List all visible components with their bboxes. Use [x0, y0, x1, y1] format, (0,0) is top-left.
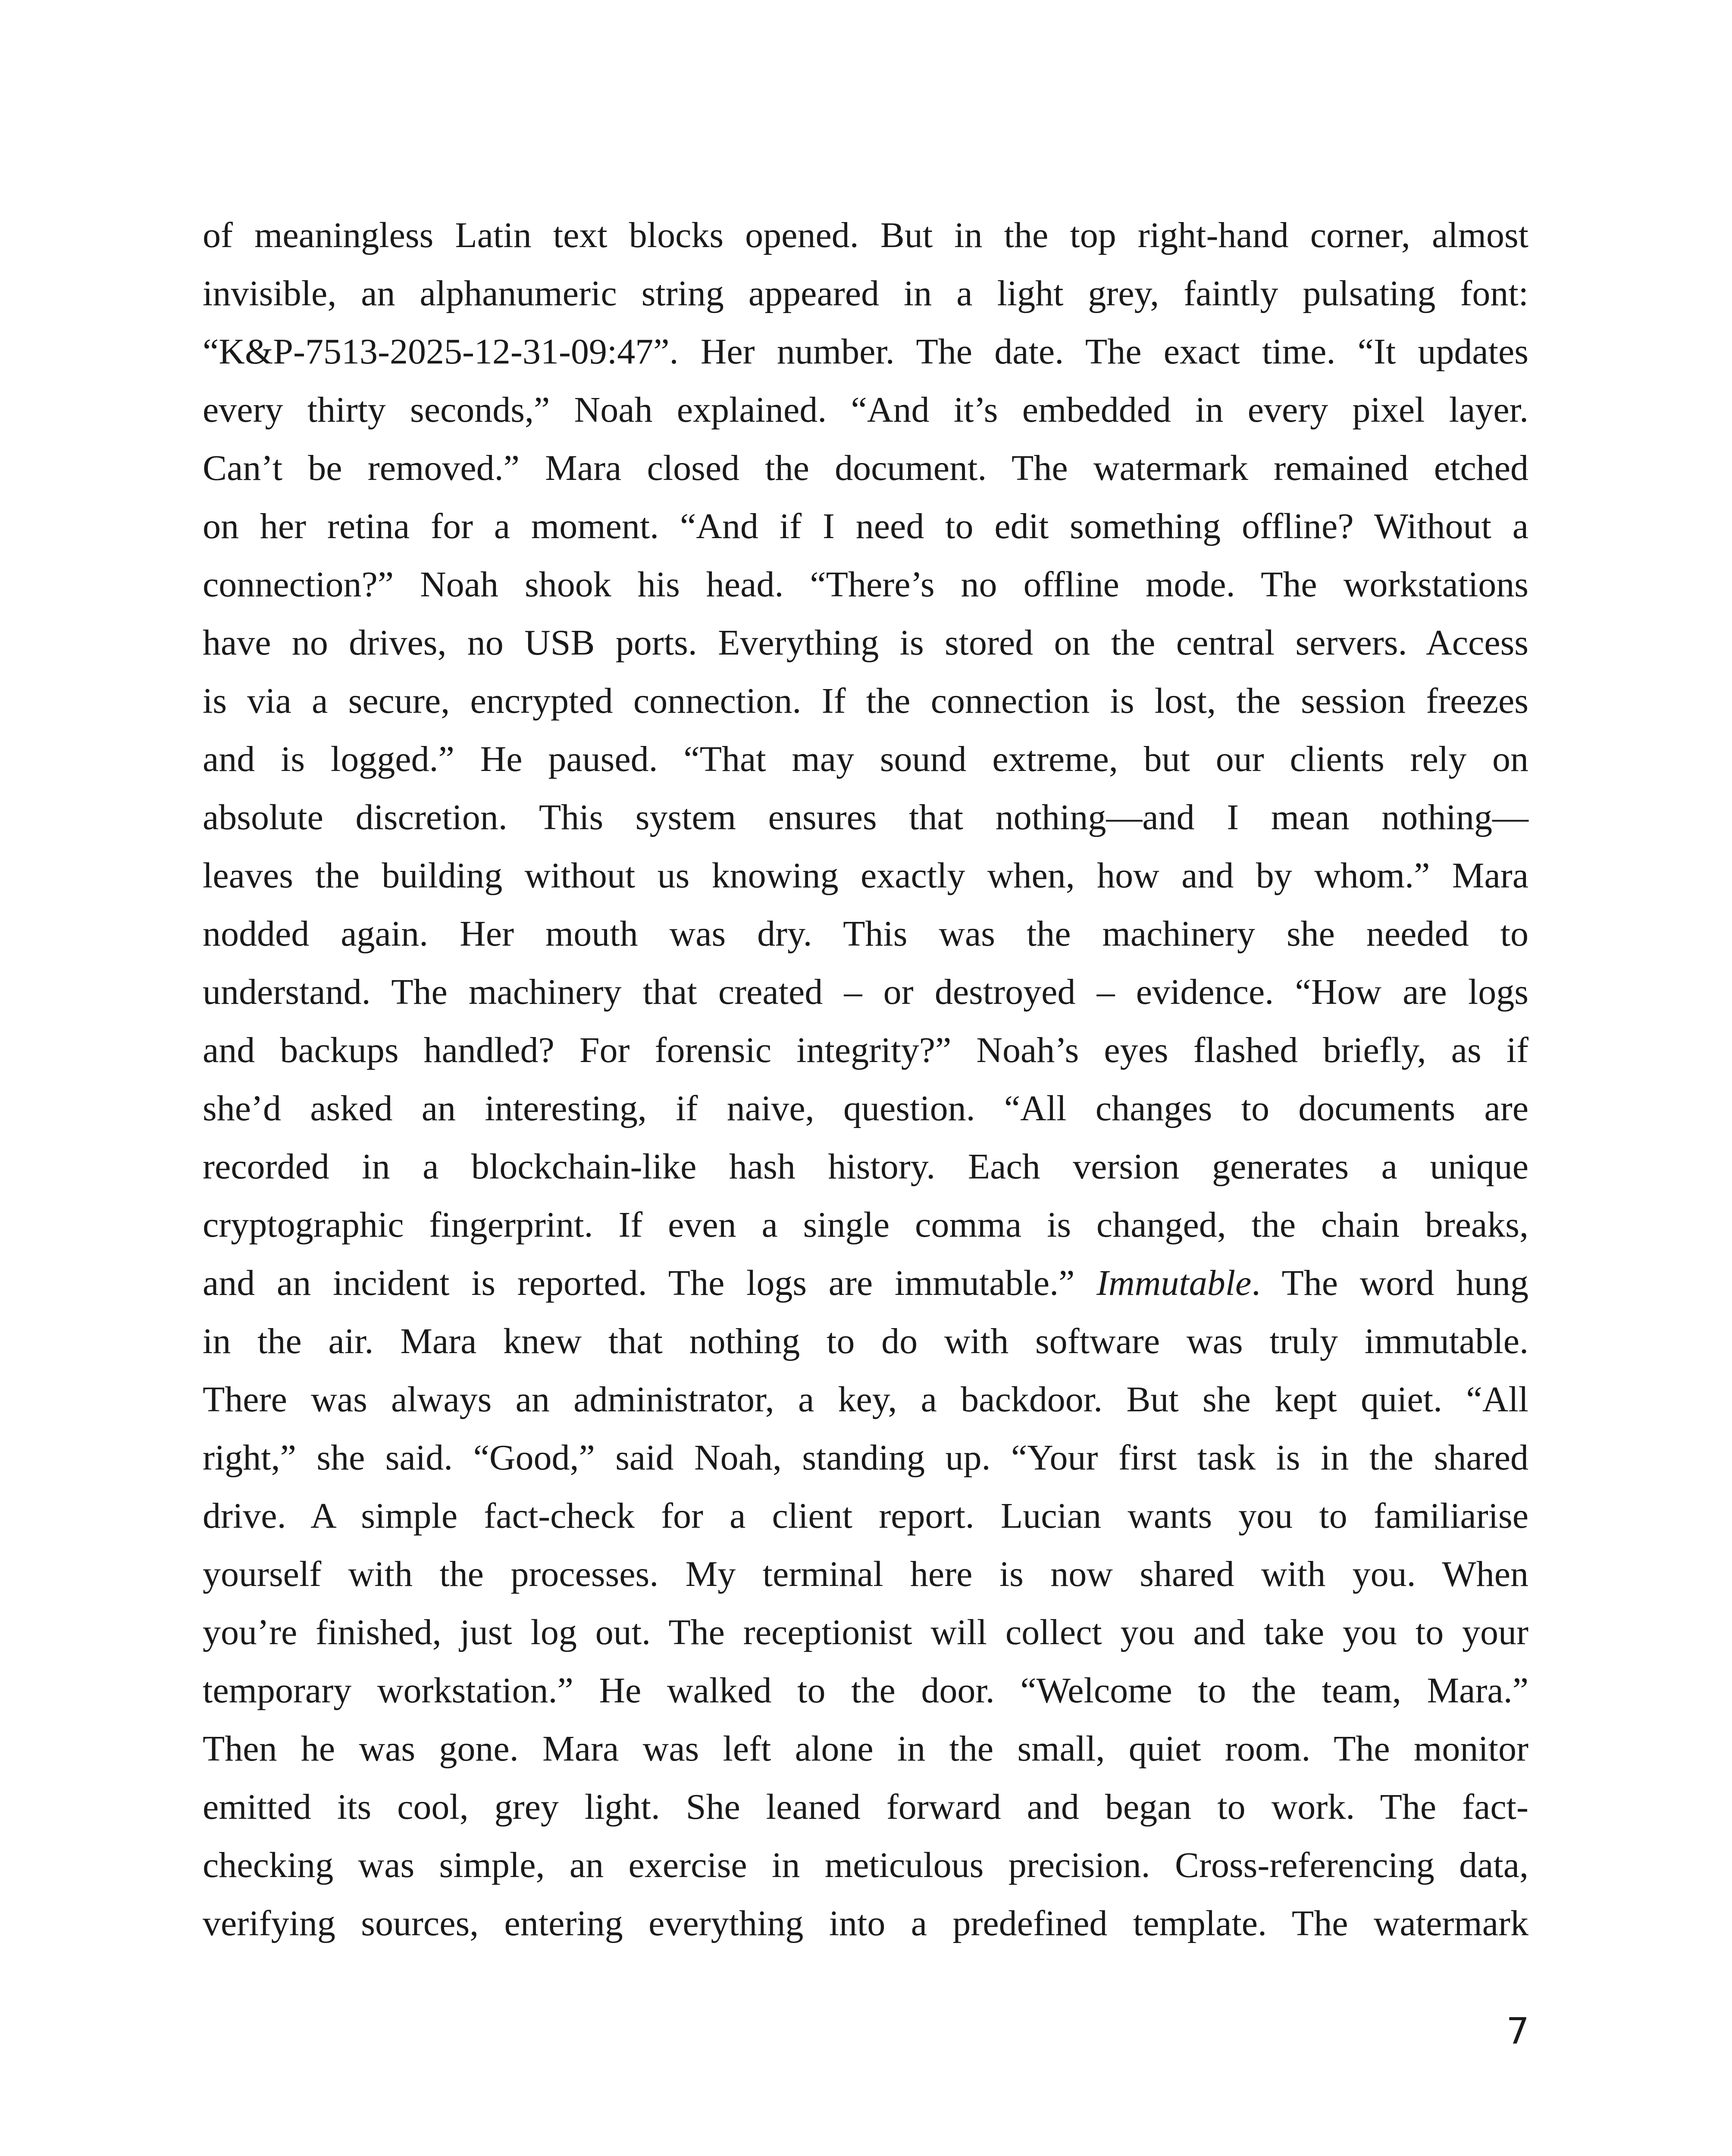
text-line: you’re finished, just log out. The receptionist will collect you and take you to your [203, 1612, 1528, 1652]
text-line: nodded again. Her mouth was dry. This was the machinery she needed to [203, 914, 1528, 954]
text-line: emitted its cool, grey light. She leaned forward and began to work. The fact- [203, 1787, 1528, 1827]
text-line: have no drives, no USB ports. Everything is stored on the central servers. Access [203, 623, 1528, 663]
text-line: leaves the building without us knowing exactly when, how and by whom.” Mara [203, 856, 1528, 896]
text-line: checking was simple, an exercise in meticulous precision. Cross-referencing data, [203, 1845, 1528, 1885]
text-line: recorded in a blockchain-like hash history. Each version generates a unique [203, 1147, 1528, 1187]
text-line: on her retina for a moment. “And if I need to edit something offline? Without a [203, 506, 1528, 546]
text-line: Can’t be removed.” Mara closed the document. The watermark remained etched [203, 448, 1528, 488]
text-line: of meaningless Latin text blocks opened. But in the top right-hand corner, almost [203, 215, 1528, 255]
text-line: cryptographic fingerprint. If even a single comma is changed, the chain breaks, [203, 1205, 1528, 1245]
text-line: yourself with the processes. My terminal here is now shared with you. When [203, 1554, 1528, 1594]
text-line: and is logged.” He paused. “That may sound extreme, but our clients rely on [203, 739, 1528, 779]
text-line: invisible, an alphanumeric string appeared in a light grey, faintly pulsating font: [203, 273, 1528, 313]
text-segment: and an incident is reported. The logs are immutable.” [203, 1263, 1097, 1303]
text-line: verifying sources, entering everything into a predefined template. The watermark [203, 1903, 1528, 1943]
text-line: absolute discretion. This system ensures that nothing—and I mean nothing— [203, 797, 1528, 837]
text-line: drive. A simple fact-check for a client report. Lucian wants you to familiarise [203, 1496, 1528, 1536]
italic-word: Immutable [1096, 1263, 1252, 1303]
text-line: is via a secure, encrypted connection. If the connection is lost, the session freezes [203, 681, 1528, 721]
text-line: every thirty seconds,” Noah explained. “And it’s embedded in every pixel layer. [203, 390, 1528, 430]
text-line: “K&P-7513-2025-12-31-09:47”. Her number. The date. The exact time. “It updates [203, 332, 1528, 372]
text-line: connection?” Noah shook his head. “There’s no offline mode. The workstations [203, 564, 1528, 605]
text-line: There was always an administrator, a key, a backdoor. But she kept quiet. “All [203, 1379, 1528, 1420]
text-line: Then he was gone. Mara was left alone in the small, quiet room. The monitor [203, 1729, 1528, 1769]
text-line-with-italic [203, 1254, 1528, 1312]
text-line: and backups handled? For forensic integrity?” Noah’s eyes flashed briefly, as if [203, 1030, 1528, 1070]
text-line: in the air. Mara knew that nothing to do with software was truly immutable. [203, 1321, 1528, 1361]
text-line: temporary workstation.” He walked to the door. “Welcome to the team, Mara.” [203, 1670, 1528, 1711]
text-line: right,” she said. “Good,” said Noah, standing up. “Your first task is in the shared [203, 1438, 1528, 1478]
text-line: understand. The machinery that created – or destroyed – evidence. “How are logs [203, 972, 1528, 1012]
page-number: 7 [1506, 2010, 1529, 2052]
text-segment: . The word hung [1251, 1263, 1528, 1303]
body-text [203, 206, 1528, 1952]
text-line: she’d asked an interesting, if naive, question. “All changes to documents are [203, 1088, 1528, 1128]
